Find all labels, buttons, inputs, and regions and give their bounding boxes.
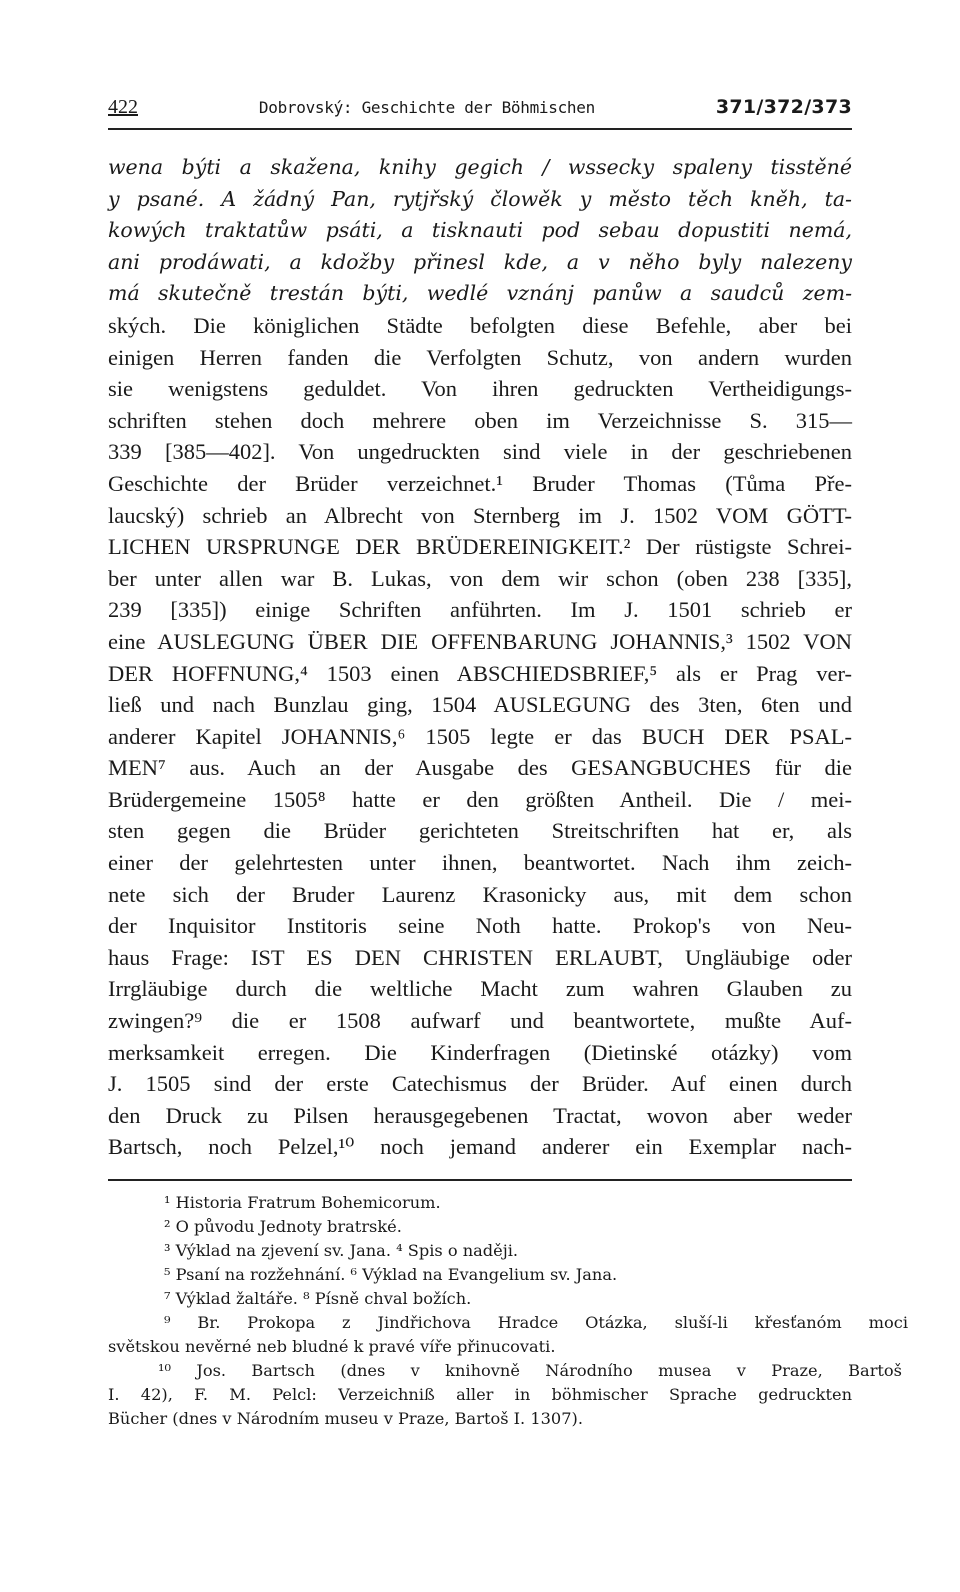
body-line: J. 1505 sind der erste Catechismus der Brüder. Auf einen durch [108,1071,852,1097]
footnote-continuation: světskou nevěrné neb bludné k pravé víře přinucovati. [108,1337,556,1356]
footnote: ¹ Historia Fratrum Bohemicorum. [164,1193,441,1212]
body-line: 239 [335]) einige Schriften anführten. Im J. 1501 schrieb er [108,597,852,623]
body-line: y psané. A žádný Pan, rytjřský člowěk y město těch kněh, ta- [108,186,852,211]
body-line: má skutečně trestán býti, wedlé vznánj panůw a saudců zem- [108,281,852,306]
body-text [108,152,852,1163]
body-line: wena býti a skažena, knihy gegich / wssecky spaleny tisstěné [108,155,852,179]
body-line: zwingen?⁹ die er 1508 aufwarf und beantwortete, mußte Auf- [108,1008,852,1034]
body-line: kowých traktatůw psáti, a tisknauti pod sebau dopustiti nemá, [108,218,852,243]
body-line: schriften stehen doch mehrere oben im Verzeichnisse S. 315— [108,407,852,433]
body-line: MEN⁷ aus. Auch an der Ausgabe des GESANGBUCHES für die [108,755,852,781]
body-line: ských. Die königlichen Städte befolgten diese Befehle, aber bei [108,312,852,338]
running-title: Dobrovský: Geschichte der Böhmischen [258,98,595,117]
page-header [108,96,852,130]
body-line: sten gegen die Brüder gerichteten Streitschriften hat er, als [108,818,852,844]
body-line: anderer Kapitel JOHANNIS,⁶ 1505 legte er das BUCH DER PSAL- [108,723,852,749]
body-line: sie wenigstens geduldet. Von ihren gedruckten Vertheidigungs- [108,376,852,402]
book-page [108,96,908,1431]
body-line: haus Frage: IST ES DEN CHRISTEN ERLAUBT, Ungläubige oder [108,944,852,970]
body-line: den Druck zu Pilsen herausgegebenen Tractat, wovon aber weder [108,1102,852,1128]
footnote-continuation: I. 42), F. M. Pelcl: Verzeichniß aller in böhmischer Sprache gedruckten [108,1385,852,1404]
body-line: Brüdergemeine 1505⁸ hatte er den größten Antheil. Die / mei- [108,786,852,812]
body-line: laucský) schrieb an Albrecht von Sternberg im J. 1502 VOM GÖTT- [108,502,852,528]
footnote: ⁵ Psaní na rozžehnání. ⁶ Výklad na Evangelium sv. Jana. [164,1265,618,1284]
footnote: ² O původu Jednoty bratrské. [164,1217,402,1236]
body-line: Geschichte der Brüder verzeichnet.¹ Bruder Thomas (Tůma Pře- [108,470,852,496]
body-line: Bartsch, noch Pelzel,¹⁰ noch jemand anderer ein Exemplar nach- [108,1134,852,1160]
body-line: merksamkeit erregen. Die Kinderfragen (Dietinské otázky) vom [108,1039,852,1065]
body-line: einer der gelehrtesten unter ihnen, beantwortet. Nach ihm zeich- [108,850,852,876]
footnote: ⁹ Br. Prokopa z Jindřichova Hradce Otázka, sluší-li křesťanóm moci [164,1313,908,1332]
footnote: ⁷ Výklad žaltáře. ⁸ Písně chval božích. [164,1289,472,1308]
body-line: ließ und nach Bunzlau ging, 1504 AUSLEGUNG des 3ten, 6ten und [108,692,852,718]
footnotes-divider [108,1179,852,1181]
body-line: ber unter allen war B. Lukas, von dem wir schon (oben 238 [335], [108,565,852,591]
body-line: LICHEN URSPRUNGE DER BRÜDEREINIGKEIT.² Der rüstigste Schrei- [108,534,852,560]
page-number: 422 [108,96,138,118]
body-line: Irrgläubige durch die weltliche Macht zum wahren Glauben zu [108,976,852,1002]
body-line: DER HOFFNUNG,⁴ 1503 einen ABSCHIEDSBRIEF,⁵ als er Prag ver- [108,660,852,686]
footnotes [108,1191,908,1431]
footnote-continuation: Bücher (dnes v Národním museu v Praze, Bartoš I. 1307). [108,1409,583,1428]
body-line: nete sich der Bruder Laurenz Krasonicky aus, mit dem schon [108,881,852,907]
footnote: ³ Výklad na zjevení sv. Jana. ⁴ Spis o naději. [164,1241,519,1260]
body-line: 339 [385—402]. Von ungedruckten sind viele in der geschriebenen [108,439,852,465]
body-line: der Inquisitor Institoris seine Noth hatte. Prokop's von Neu- [108,913,852,939]
body-line: eine AUSLEGUNG ÜBER DIE OFFENBARUNG JOHANNIS,³ 1502 VON [108,628,852,654]
footnote: ¹⁰ Jos. Bartsch (dnes v knihovně Národního musea v Praze, Bartoš [158,1361,902,1380]
body-line: einigen Herren fanden die Verfolgten Schutz, von andern wurden [108,344,852,370]
page-range: 371/372/373 [715,96,852,118]
body-line: ani prodáwati, a kdožby přinesl kde, a v něho byly nalezeny [108,249,852,274]
